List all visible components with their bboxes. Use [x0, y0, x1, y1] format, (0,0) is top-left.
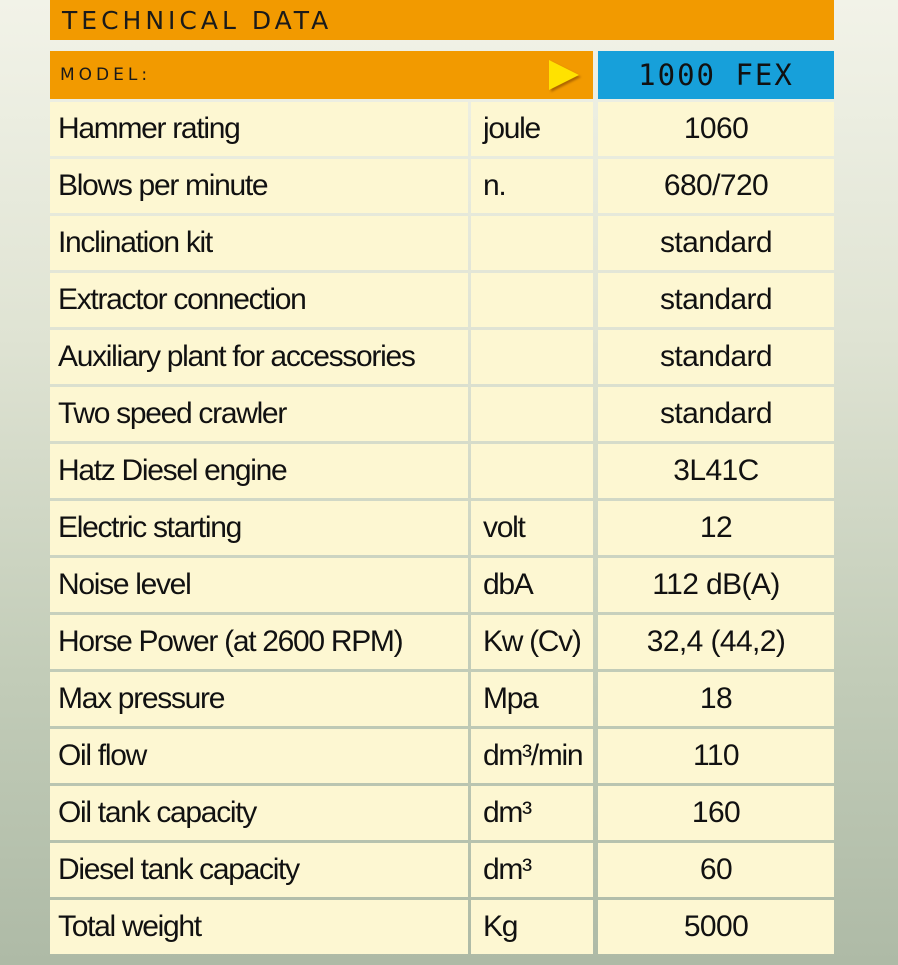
- spec-label: Hatz Diesel engine: [50, 444, 468, 498]
- spec-label: Max pressure: [50, 672, 468, 726]
- spec-value: standard: [598, 216, 834, 270]
- table-row: [50, 615, 834, 669]
- spec-label: Diesel tank capacity: [50, 843, 468, 897]
- spec-value: 112 dB(A): [598, 558, 834, 612]
- spec-value: 32,4 (44,2): [598, 615, 834, 669]
- table-row: [50, 273, 834, 327]
- spec-unit: [471, 387, 593, 441]
- table-row: [50, 786, 834, 840]
- spec-label: Horse Power (at 2600 RPM): [50, 615, 468, 669]
- spec-unit: volt: [471, 501, 593, 555]
- spec-value: 12: [598, 501, 834, 555]
- spec-value: 60: [598, 843, 834, 897]
- spec-label: Total weight: [50, 900, 468, 954]
- spec-label: Noise level: [50, 558, 468, 612]
- spec-unit: joule: [471, 102, 593, 156]
- spec-value: 160: [598, 786, 834, 840]
- table-row: [50, 216, 834, 270]
- technical-data-panel: [50, 0, 834, 957]
- spec-label: Auxiliary plant for accessories: [50, 330, 468, 384]
- table-row: [50, 330, 834, 384]
- spec-value: 18: [598, 672, 834, 726]
- arrow-right-icon: [549, 60, 579, 90]
- model-row: [50, 51, 834, 99]
- spec-unit: dm³/min: [471, 729, 593, 783]
- spec-unit: [471, 330, 593, 384]
- spec-value: 3L41C: [598, 444, 834, 498]
- spec-value: standard: [598, 330, 834, 384]
- spec-label: Electric starting: [50, 501, 468, 555]
- spec-unit: [471, 216, 593, 270]
- table-row: [50, 900, 834, 954]
- model-name: 1000 FEX: [638, 58, 794, 92]
- table-row: [50, 102, 834, 156]
- spec-label: Two speed crawler: [50, 387, 468, 441]
- spec-label: Oil flow: [50, 729, 468, 783]
- spec-unit: n.: [471, 159, 593, 213]
- table-row: [50, 558, 834, 612]
- spec-unit: [471, 273, 593, 327]
- page-title: TECHNICAL DATA: [62, 5, 333, 35]
- spec-value: 5000: [598, 900, 834, 954]
- spec-unit: [471, 444, 593, 498]
- spec-unit: Kg: [471, 900, 593, 954]
- spec-table: [50, 102, 834, 954]
- spec-label: Inclination kit: [50, 216, 468, 270]
- title-bar: [50, 0, 834, 40]
- spec-value: 110: [598, 729, 834, 783]
- model-value-cell: [598, 51, 834, 99]
- table-row: [50, 159, 834, 213]
- model-label-cell: [50, 51, 593, 99]
- spec-value: 680/720: [598, 159, 834, 213]
- table-row: [50, 672, 834, 726]
- table-row: [50, 501, 834, 555]
- table-row: [50, 843, 834, 897]
- spec-label: Oil tank capacity: [50, 786, 468, 840]
- spec-value: standard: [598, 273, 834, 327]
- spec-label: Extractor connection: [50, 273, 468, 327]
- spec-unit: dbA: [471, 558, 593, 612]
- spec-label: Blows per minute: [50, 159, 468, 213]
- spec-label: Hammer rating: [50, 102, 468, 156]
- spec-value: 1060: [598, 102, 834, 156]
- spec-unit: Kw (Cv): [471, 615, 593, 669]
- model-label: MODEL:: [60, 65, 152, 85]
- table-row: [50, 444, 834, 498]
- spec-value: standard: [598, 387, 834, 441]
- spec-unit: dm³: [471, 786, 593, 840]
- spec-unit: Mpa: [471, 672, 593, 726]
- table-row: [50, 387, 834, 441]
- spec-unit: dm³: [471, 843, 593, 897]
- table-row: [50, 729, 834, 783]
